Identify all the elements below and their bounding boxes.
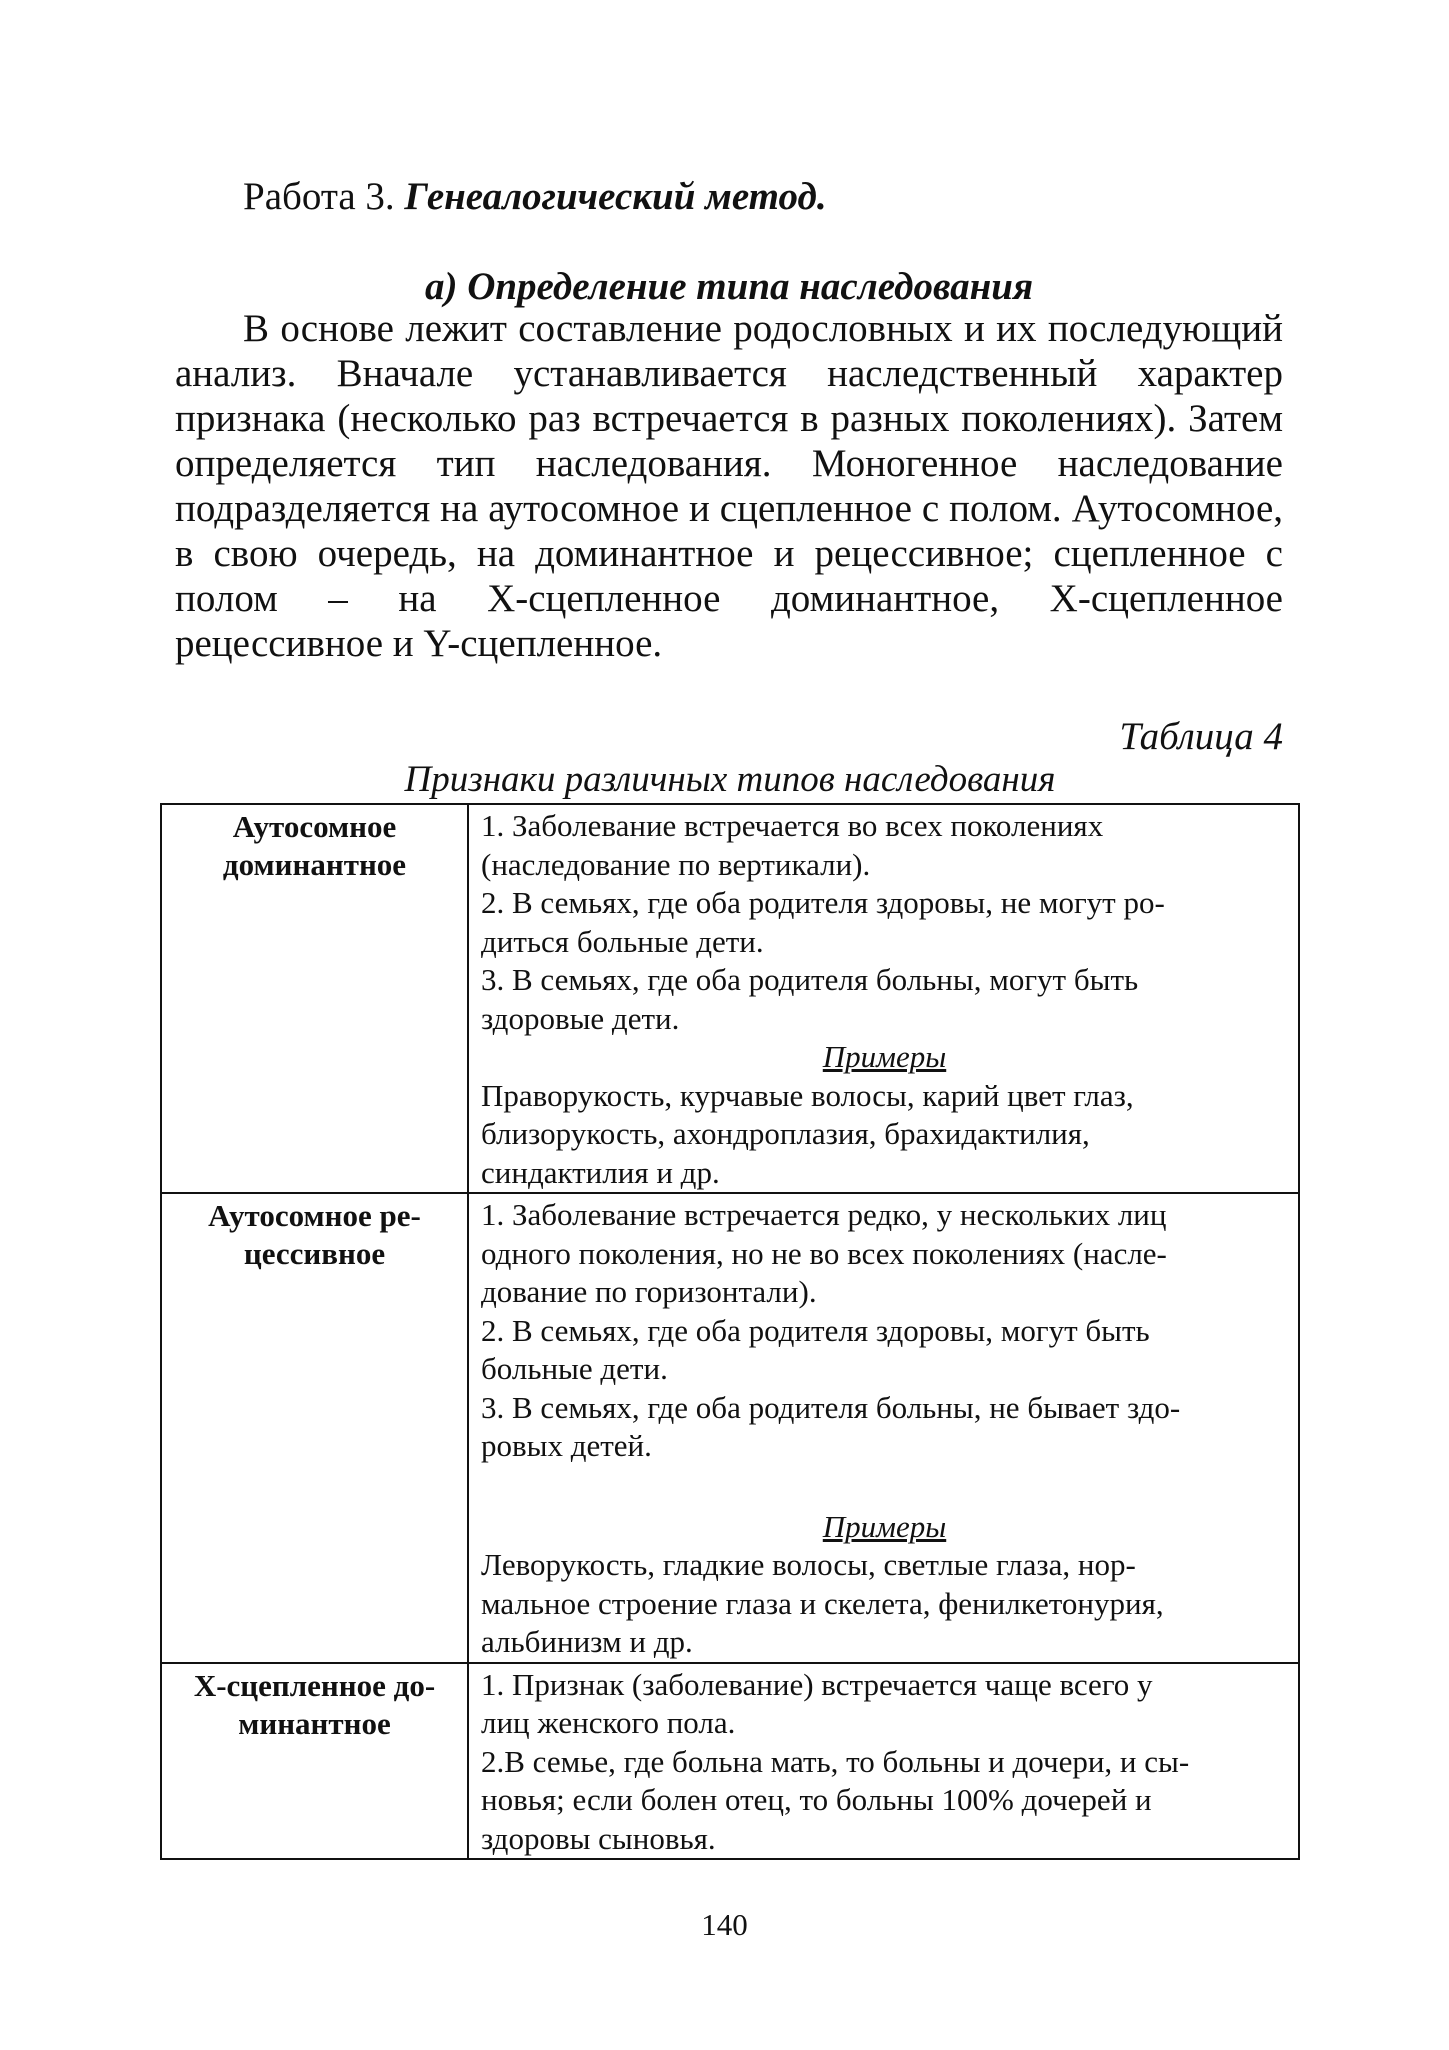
- intro-paragraph: В основе лежит составление родословных и их последующий анализ. Вначале устанавливается наследственный характер признака (несколько раз встречается в разных поколениях). Затем определяется тип наследования. Моногенное наследование подразделяется на аутосомное и сцепленное с полом. Аутосомное, в свою очередь, на доминантное и рецессивное; сцепленное с полом – на Х-сцепленное доминантное, Х-сцепленное рецессивное и Y-сцепленное.: [175, 307, 1283, 665]
- type-line: Х-сцепленное до-: [193, 1667, 436, 1703]
- inheritance-table: [160, 803, 1300, 1860]
- examples-heading: Примеры: [822, 1039, 947, 1074]
- type-line: Аутосомное ре-: [208, 1198, 421, 1233]
- criteria-line: 2. В семьях, где оба родителя здоровы, могут быть: [481, 1312, 1150, 1348]
- example-line: близорукость, ахондроплазия, брахидактилия,: [481, 1116, 1090, 1151]
- criteria-line: ровых детей.: [481, 1428, 652, 1463]
- type-line: Аутосомное: [232, 809, 397, 844]
- criteria-cell: [468, 1663, 1299, 1860]
- criteria-line: 3. В семьях, где оба родителя больны, не бывает здо-: [481, 1389, 1181, 1425]
- work-title: [243, 172, 827, 222]
- example-line: Праворукость, курчавые волосы, карий цвет глаз,: [481, 1077, 1134, 1113]
- table-row: [161, 1663, 1299, 1860]
- inheritance-type-cell: [161, 1663, 468, 1860]
- table-row: [161, 1193, 1299, 1663]
- type-line: минантное: [238, 1705, 391, 1741]
- example-line: Леворукость, гладкие волосы, светлые глаза, нор-: [481, 1547, 1136, 1582]
- example-line: мальное строение глаза и скелета, фенилкетонурия,: [481, 1585, 1164, 1621]
- work-title-name: Генеалогический метод.: [404, 175, 827, 218]
- criteria-line: одного поколения, но не во всех поколениях (насле-: [481, 1235, 1167, 1271]
- type-line: доминантное: [222, 847, 407, 882]
- table-label: Таблица 4: [1119, 715, 1283, 758]
- criteria-line: здоровы сыновья.: [481, 1820, 716, 1856]
- criteria-line: больные дети.: [481, 1351, 668, 1386]
- criteria-line: 3. В семьях, где оба родителя больны, могут быть: [481, 962, 1139, 997]
- criteria-line: 2.В семье, где больна мать, то больны и дочери, и сы-: [481, 1743, 1190, 1779]
- work-title-prefix: Работа 3.: [243, 175, 405, 218]
- inheritance-type-cell: [161, 1193, 468, 1663]
- table-row: [161, 804, 1299, 1193]
- criteria-line: 1. Заболевание встречается во всех поколениях: [481, 808, 1104, 843]
- criteria-cell: [468, 1193, 1299, 1663]
- inheritance-type-cell: [161, 804, 468, 1193]
- table-caption: Признаки различных типов наследования: [404, 759, 1056, 800]
- criteria-line: дование по горизонтали).: [481, 1274, 817, 1309]
- criteria-line: 2. В семьях, где оба родителя здоровы, не могут ро-: [481, 885, 1165, 920]
- criteria-line: новья; если болен отец, то больны 100% дочерей и: [481, 1782, 1152, 1817]
- blank-line: [481, 1466, 1288, 1508]
- type-line: цессивное: [243, 1236, 386, 1271]
- criteria-line: 1. Признак (заболевание) встречается чаще всего у: [481, 1666, 1153, 1702]
- criteria-line: лиц женского пола.: [481, 1705, 736, 1740]
- criteria-line: (наследование по вертикали).: [481, 846, 871, 882]
- criteria-line: здоровые дети.: [481, 1000, 680, 1036]
- example-line: альбинизм и др.: [481, 1624, 693, 1659]
- section-title: а) Определение типа наследования: [424, 265, 1034, 308]
- example-line: синдактилия и др.: [481, 1154, 720, 1190]
- page-number: 140: [701, 1907, 748, 1942]
- criteria-line: диться больные дети.: [481, 923, 764, 959]
- criteria-line: 1. Заболевание встречается редко, у нескольких лиц: [481, 1197, 1167, 1232]
- criteria-cell: [468, 804, 1299, 1193]
- examples-heading: Примеры: [822, 1508, 947, 1544]
